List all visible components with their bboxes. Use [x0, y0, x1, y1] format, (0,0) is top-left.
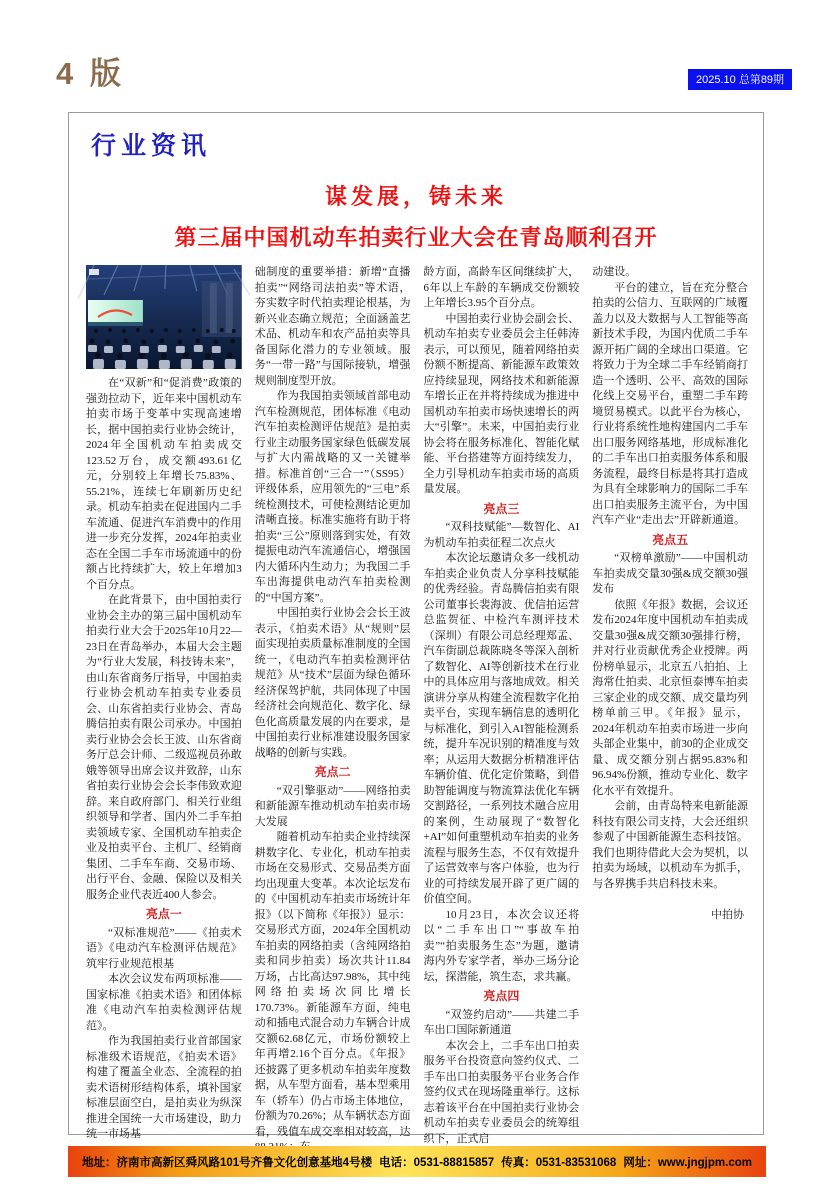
article-paragraph: 在“双新”和“促消费”政策的强劲拉动下，近年来中国机动车拍卖市场于变革中实现高速增长，据中国拍卖行业协会统计，2024年全国机动车拍卖成交123.52万台，成交额493.61亿元，分别较上年增长75.83%、55.21%，连续七年刷新历史纪录。机动车拍卖在促进国内二手车流通、促进汽车消费中的作用进一步充分发挥，2024年拍卖业态在全国二手车市场流通中的份额占比持续扩大，较上年增加3个百分点。	[86, 377, 242, 591]
footer-website: 网址：www.jngjpm.com	[623, 1156, 752, 1169]
article-byline: 中拍协	[711, 909, 744, 921]
issue-date-badge: 2025.10 总第89期	[688, 69, 792, 90]
article-paragraph: 龄方面，高龄车区间继续扩大，6年以上车龄的车辆成交份额较上年增长3.95个百分点。	[423, 266, 580, 309]
conference-photo	[86, 265, 242, 369]
footer-fax: 传真：0531-83531068	[501, 1156, 617, 1169]
article-paragraph: 础制度的重要举措：新增“直播拍卖”“网络司法拍卖”等术语，夯实数字时代拍卖理论根基，为新兴业态确立规范；全面涵盖艺术品、机动车和农产品拍卖等具备国际化潜力的专业领域。服务“一带一路”与国际接轨，增强规则制度型开放。	[254, 266, 411, 387]
article-subtitle: “双引擎驱动”——网络拍卖和新能源车推动机动车拍卖市场大发展	[254, 784, 411, 828]
article-subtitle: “双科技赋能”—数智化、AI为机动车拍卖征程二次点火	[423, 521, 580, 549]
article-paragraph: 本次论坛邀请众多一线机动车拍卖企业负责人分享科技赋能的优秀经验。青岛腾信拍卖有限公司董事长裴海波、优信拍运营总监贺征、中检汽车测评技术（深圳）有限公司总经理郑孟、汽车街副总裁陈晓冬等深入剖析了数智化、AI等创新技术在行业中的具体应用与落地成效。相关演讲分享从构建全流程数字化拍卖平台，实现车辆信息的透明化与标准化，到引入AI智能检测系统，提升车况识别的精准度与效率；从运用大数据分析精准评估车辆价值、优化定价策略，到借助智能调度与物流算法优化车辆交割路径，一系列技术融合应用的案例，生动展现了“数智化+AI”如何重塑机动车拍卖的业务流程与服务生态，不仅有效提升了运营效率与客户体验，也为行业的可持续发展开辟了更广阔的价值空间。	[423, 552, 580, 905]
highlight-heading-5: 亮点五	[652, 532, 689, 547]
highlight-heading-3: 亮点三	[483, 501, 520, 516]
article-column-2	[254, 265, 411, 1138]
article-paragraph: 平台的建立，旨在充分整合拍卖的公信力、互联网的广域覆盖力以及大数据与人工智能等高新技术手段，为国内优质二手车源开拓广阔的全球出口渠道。它将致力于为全球二手车经销商打造一个透明、公平、高效的国际化线上交易平台，重塑二手车跨境贸易模式。以此平台为核心，行业将系统性地构建国内二手车出口服务网络基地，形成标准化的二手车出口拍卖服务体系和服务流程，最终目标是将其打造成为具有全球影响力的国际二手车出口拍卖服务主流平台，为中国汽车产业“走出去”开辟新通道。	[592, 281, 748, 526]
highlight-heading-2: 亮点二	[314, 765, 351, 779]
page-number-label: 4 版	[56, 56, 125, 91]
article-paragraph: 作为我国拍卖领域首部电动汽车检测规范，团体标准《电动汽车拍卖检测评估规范》是拍卖行业主动服务国家绿色低碳发展与扩大内需战略的又一关键举措。标准首创“三合一”（SS95）评级体系，应用领先的“三电”系统检测技术，可使检测结论更加清晰直接。标准实施将有助于将拍卖“三公”原则落到实处，有效提振电动汽车流通信心，增强国内大循环内生动力；为我国二手车出海提供电动汽车拍卖检测的“中国方案”。	[254, 390, 411, 604]
article-paragraph: 动建设。	[592, 266, 637, 278]
article-paragraph: 中国拍卖行业协会会长王波表示，《拍卖术语》从“规则”层面实现拍卖质量标准制度的全国统一，《电动汽车拍卖检测评估规范》从“技术”层面为绿色循环经济保驾护航，共同体现了中国经济社会向规范化、数字化、绿色化高质量发展的内在要求，是中国拍卖行业标准建设服务国家战略的创新与实践。	[254, 607, 411, 759]
article-paragraph: 会前，由青岛特来电新能源科技有限公司支持，大会还组织参观了中国新能源生态科技馆。我们也期待借此大会为契机，以拍卖为场域，以机动车为抓手，与各界携手共启科技未来。	[592, 800, 748, 890]
article-body	[86, 265, 748, 1145]
article-subtitle: “双标准规范”——《拍卖术语》《电动汽车检测评估规范》筑牢行业规范根基	[86, 926, 242, 970]
article-paragraph: 随着机动车拍卖企业持续深耕数字化、专业化，机动车拍卖市场在交易形式、交易品类方面均出现重大变革。本次论坛发布的《中国机动车拍卖市场统计年报》（以下简称《年报》）显示：交易形式方面，2024年全国机动车拍卖的网络拍卖（含纯网络拍卖和同步拍卖）场次共计11.84万场，占比高达97.98%，其中纯网络拍卖场次同比增长170.73%。新能源车方面，纯电动和插电式混合动力车辆合计成交额62.68亿元，市场份额较上年再增2.16个百分点。《年报》还披露了更多机动车拍卖年度数据，从车型方面看，基本型乘用车（轿车）仍占市场主体地位，份额为70.26%；从车辆状态方面看，残值车成交率相对较高，达	[254, 831, 411, 1138]
article-frame	[68, 112, 764, 1145]
conference-photo-graphic	[86, 265, 242, 369]
highlight-heading-1: 亮点一	[145, 907, 182, 921]
section-title: 行业资讯	[91, 133, 212, 160]
article-subtitle: “双签约启动”——共建二手车出口国际新通道	[423, 1008, 580, 1036]
article-column-1	[86, 265, 242, 1140]
article-paragraph: 中国拍卖行业协会副会长、机动车拍卖专业委员会主任韩涛表示，可以预见，随着网络拍卖份额不断提高、新能源车政策效应持续显现，网络技术和新能源车增长正在并将持续成为推进中国机动车拍卖市场快速增长的两大“引擎”。未来，中国拍卖行业协会将在服务标准化、智能化赋能、平台搭建等方面持续发力，全力引导机动车拍卖市场的高质量发展。	[423, 312, 580, 495]
article-paragraph: 10月23日，本次会议还将以“二手车出口”“事故车拍卖”“拍卖服务生态”为题，邀请海内外专家学者，举办三场分论坛，探潜能，筑生态，求共赢。	[423, 908, 580, 983]
headline-line-2: 第三届中国机动车拍卖行业大会在青岛顺利召开	[174, 225, 658, 250]
headline-line-1: 谋发展，铸未来	[324, 184, 507, 209]
footer-bar	[68, 1146, 766, 1177]
footer-phone: 电话：0531-88815857	[379, 1156, 495, 1169]
article-paragraph: 本次会上，二手车出口拍卖服务平台投资意向签约仪式、二手车出口拍卖服务平台业务合作签约仪式在现场隆重举行。这标志着该平台在中国拍卖行业协会机动车拍卖专业委员会的统筹组织下，正式启	[423, 1039, 580, 1145]
article-paragraph: 依照《年报》数据，会议还发布2024年度中国机动车拍卖成交量30强&成交额30强排行榜，并对行业贡献优秀企业授牌。两份榜单显示，北京五八拍拍、上海常仕拍卖、北京恒泰博车拍卖三家企业的成交额、成交量均列榜单前三甲。《年报》显示，2024年机动车拍卖市场进一步向头部企业集中，前30的企业成交量、成交额分别占据95.83%和96.94%份额，推动专业化、数字化水平有效提升。	[592, 598, 748, 797]
article-paragraph: 作为我国拍卖行业首部国家标准级术语规范，《拍卖术语》构建了覆盖全业态、全流程的拍卖术语树形结构体系，填补国家标准层面空白，是拍卖业为纵深推进全国统一大市场建设，助力统一市场基	[86, 1035, 242, 1140]
article-headline	[69, 180, 763, 252]
article-column-4	[592, 265, 748, 1125]
footer-address: 地址：济南市高新区舜风路101号齐鲁文化创意基地4号楼	[82, 1156, 373, 1169]
article-subtitle: “双榜单激励”——中国机动车拍卖成交量30强&成交额30强发布	[592, 552, 748, 595]
article-paragraph: 在此背景下，由中国拍卖行业协会主办的第三届中国机动车拍卖行业大会于2025年10月22—23日在青岛举办，本届大会主题为“行业大发展，科技铸未来”，由山东省商务厅指导，中国拍卖行业协会机动车拍卖专业委员会、山东省拍卖行业协会、青岛腾信拍卖有限公司承办。中国拍卖行业协会会长王波、山东省商务厅总会计师、二级巡视员孙敢娥等领导出席会议并致辞，山东省拍卖行业协会会长李伟致欢迎辞。来自政府部门、相关行业组织领导和学者、国内外二手车拍卖领域专家、全国机动车拍卖企业及拍卖平台、主机厂、经销商集团、二手车车商、交易市场、出行平台、金融、保险以及相关服务企业代表近400人参会。	[86, 594, 242, 901]
article-paragraph: 本次会议发布两项标准——国家标准《拍卖术语》和团体标准《电动汽车拍卖检测评估规范》。	[86, 973, 242, 1032]
article-column-3	[423, 265, 580, 1145]
highlight-heading-4: 亮点四	[483, 989, 520, 1003]
